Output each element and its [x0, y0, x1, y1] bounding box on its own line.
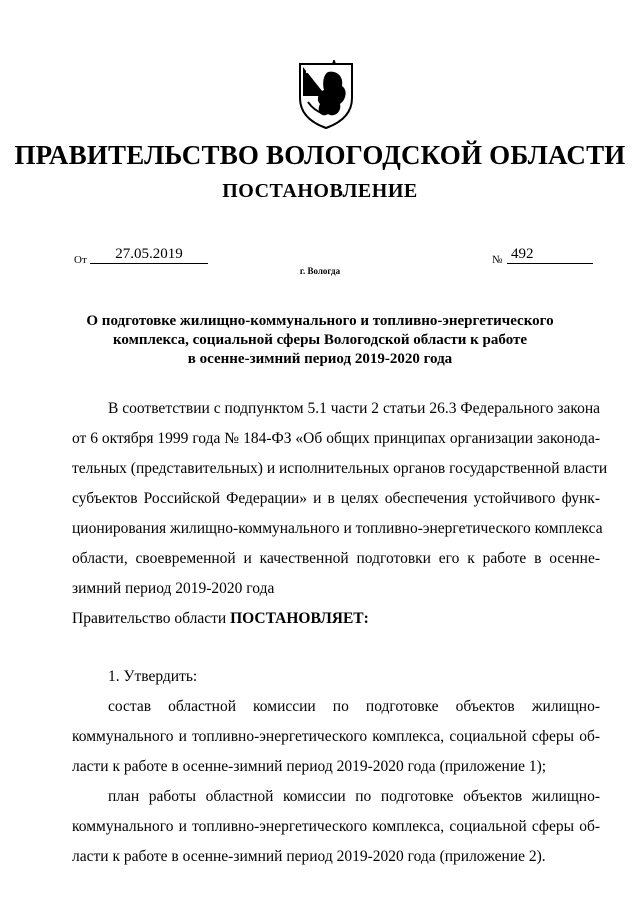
item-heading: 1. Утвердить: [108, 668, 198, 685]
preamble-line: области, своевременной и качественной подготовки его к работе в осенне- [72, 550, 600, 567]
title-line: комплекса, социальной сферы Вологодской области к работе [112, 332, 528, 348]
item-paragraph-line: коммунального и топливно-энергетического комплекса, социальной сферы об- [72, 818, 600, 835]
preamble-line: тельных (представительных) и исполнительных органов государственной власти [72, 460, 608, 477]
item-paragraph-line: ласти к работе в осенне-зимний период 2019-2020 года (приложение 2). [72, 848, 546, 865]
title-line: в осенне-зимний период 2019-2020 года [187, 351, 453, 367]
preamble-line: В соответствии с подпунктом 5.1 части 2 статьи 26.3 Федерального закона [108, 400, 600, 417]
preamble-line: зимний период 2019-2020 года [72, 580, 275, 597]
number-prefix: № [492, 254, 503, 266]
organization-name: ПРАВИТЕЛЬСТВО ВОЛОГОДСКОЙ ОБЛАСТИ [14, 140, 626, 170]
preamble-line: ционирования жилищно-коммунального и топливно-энергетического комплекса [72, 520, 603, 537]
document-number: 492 [507, 246, 593, 264]
item-paragraph-line: ласти к работе в осенне-зимний период 2019-2020 года (приложение 1); [72, 758, 547, 775]
document-type: ПОСТАНОВЛЕНИЕ [222, 180, 418, 202]
coat-of-arms-emblem [296, 60, 356, 130]
document-date: 27.05.2019 [90, 246, 208, 264]
item-paragraph-line: коммунального и топливно-энергетического комплекса, социальной сферы об- [72, 728, 600, 745]
document-title [60, 312, 580, 369]
item-paragraph-line: состав областной комиссии по подготовке объектов жилищно- [108, 698, 600, 715]
resolve-text: Правительство области [72, 610, 231, 627]
city-name: г. Вологда [299, 266, 341, 276]
item-paragraph-line: план работы областной комиссии по подготовке объектов жилищно- [108, 788, 600, 805]
title-line: О подготовке жилищно-коммунального и топливно-энергетического [86, 313, 554, 329]
preamble-line: от 6 октября 1999 года № 184-ФЗ «Об общих принципах организации законода- [72, 430, 600, 447]
resolve-line [72, 610, 369, 628]
date-prefix: От [74, 254, 87, 266]
preamble-line: субъектов Российской Федерации» и в целях обеспечения устойчивого функ- [72, 490, 600, 507]
resolve-keyword: ПОСТАНОВЛЯЕТ: [230, 610, 369, 627]
